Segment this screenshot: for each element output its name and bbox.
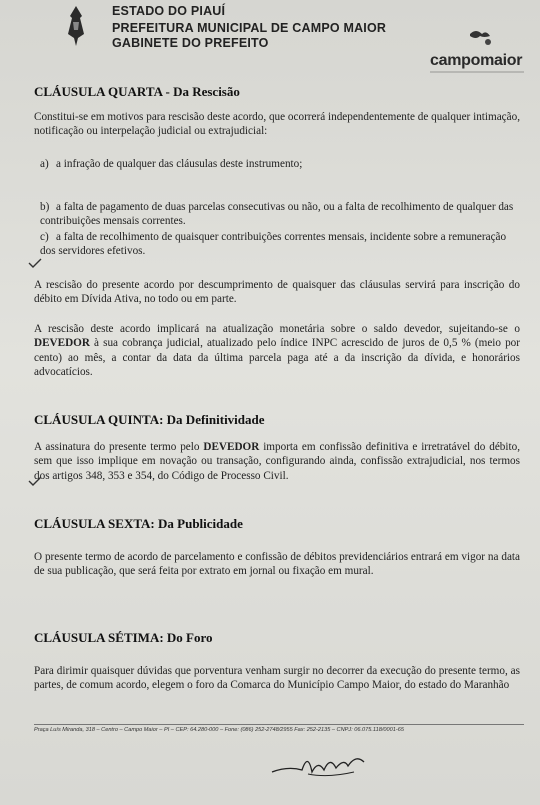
letterhead-gabinete: GABINETE DO PREFEITO [112,36,269,50]
letterhead-prefeitura: PREFEITURA MUNICIPAL DE CAMPO MAIOR [112,21,387,35]
quinta-text-start: A assinatura do presente termo pelo [34,441,204,453]
list-item [40,157,520,171]
list-marker: b) [40,201,50,213]
para3-text-start: A rescisão deste acordo implicará na atualização monetária sobre o saldo devedor, sujeitando-se o [34,323,520,335]
handwritten-check-icon [28,258,42,268]
devedor-term: DEVEDOR [34,337,90,350]
list-item [40,230,520,259]
list-marker: a) [40,158,49,170]
clausula-quarta-intro: Constitui-se em motivos para rescisão deste acordo, que ocorrerá independentemente de qualquer intimação, notificação ou interpelação judicial ou extrajudicial: [34,111,520,138]
clausula-sexta-text: O presente termo de acordo de parcelamento e confissão de débitos previdenciários entrará em vigor na data de sua publicação, que será feita por extrato em jornal ou fixação em mural. [34,551,520,578]
clausula-quinta-title: CLÁUSULA QUINTA: Da Definitividade [34,412,265,427]
list-item-text: a falta de pagamento de duas parcelas consecutivas ou não, ou a falta de recolhimento de qualquer das contribuições mensais correntes. [40,201,514,228]
clausula-quarta-title: CLÁUSULA QUARTA - Da Rescisão [34,84,240,99]
list-marker: c) [40,231,49,243]
devedor-term: DEVEDOR [203,441,260,453]
clausula-quarta-para2: A rescisão do presente acordo por descumprimento de quaisquer das cláusulas servirá para inscrição do débito em Dívida Ativa, no todo ou em parte. [34,279,520,306]
clausula-sexta-title: CLÁUSULA SEXTA: Da Publicidade [34,516,243,531]
list-item [40,200,520,229]
signature-icon [268,742,378,782]
quinta-text-end: importa em confissão definitiva e irretratável do débito, sem que isso implique em novação ou transação, configurando ainda, confissão extrajudicial, nos termos dos artigos 348, 353 e 354, do Código de Processo Civil. [34,441,520,482]
letterhead-state: ESTADO DO PIAUÍ [112,4,226,18]
list-item-text: a infração de qualquer das cláusulas deste instrumento; [56,158,303,170]
list-item-text: a falta de recolhimento de quaisquer contribuições correntes mensais, incidente sobre a remuneração dos servidores efetivos. [40,231,507,258]
coat-of-arms-icon [64,4,88,48]
brand-wordmark: campomaior [430,52,523,69]
clausula-setima-title: CLÁUSULA SÉTIMA: Do Foro [34,630,213,645]
clausula-setima-text: Para dirimir quaisquer dúvidas que porventura venham surgir no decorrer da execução do presente termo, as partes, de comum acordo, elegem o foro da Comarca do Município Campo Maior, do estado do Maranhão [34,665,520,692]
letterhead-footer: Praça Luís Miranda, 318 – Centro – Campo Maior – PI – CEP: 64.280-000 – Fone: (086) 252-2748/2955 Fax: 252-2135 – CNPJ: 06.075.118/0001-65 [34,724,524,734]
clausula-quinta-text [34,440,520,483]
clausula-quarta-para3 [34,322,520,379]
para3-text-end: à sua cobrança judicial, atualizado pelo índice INPC acrescido de juros de 0,5 % (meio por cento) ao mês, a contar da data da última parcela paga até a da inscrição da dívida, e honorários advocatícios. [34,337,520,378]
handwritten-check-icon [28,476,42,486]
